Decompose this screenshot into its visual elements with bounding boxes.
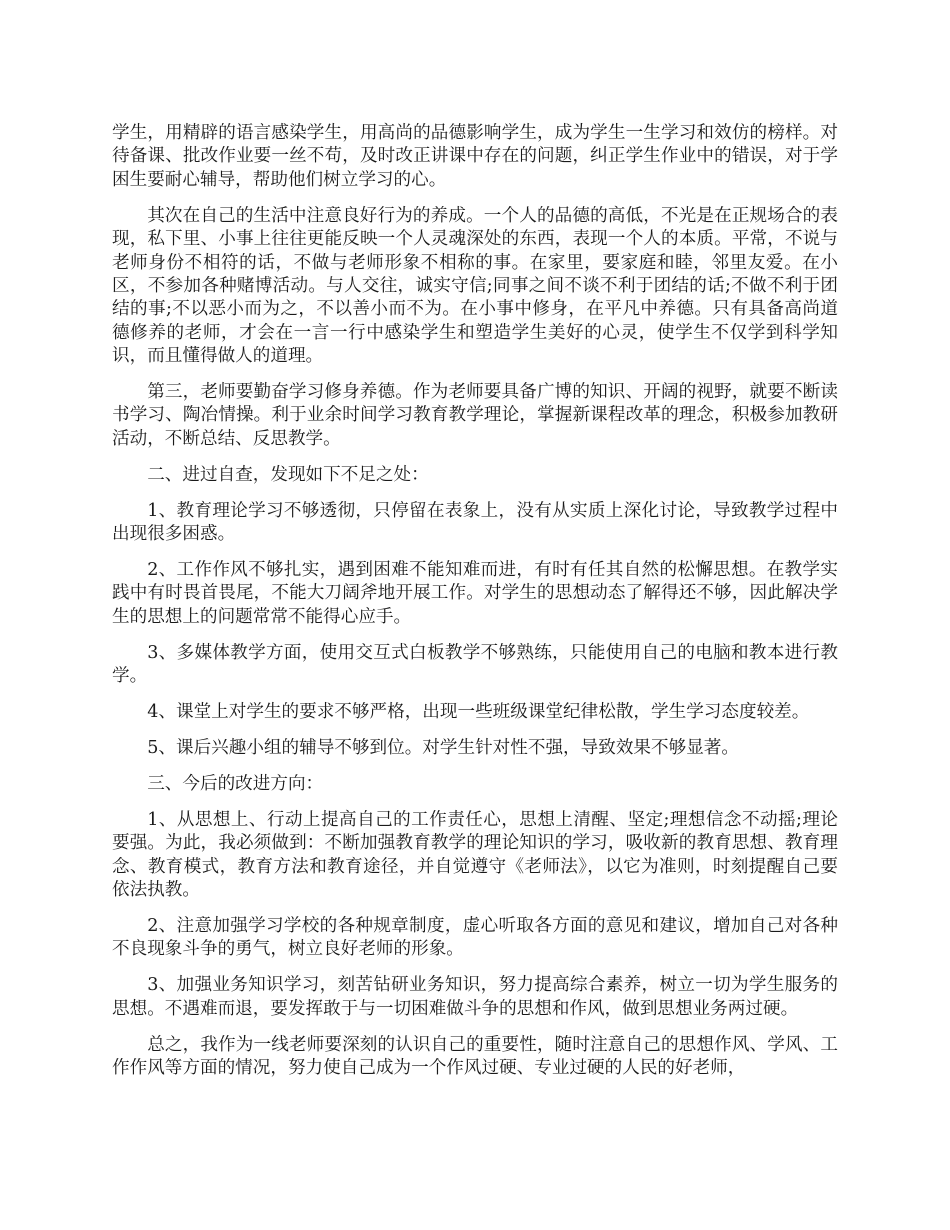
list-item-2-3: 3、多媒体教学方面，使用交互式白板教学不够熟练，只能使用自己的电脑和教本进行教学。: [112, 642, 838, 687]
list-item-2-2: 2、工作作风不够扎实，遇到困难不能知难而进，有时有任其自然的松懈思想。在教学实践中有时畏首畏尾，不能大刀阔斧地开展工作。对学生的思想动态了解得还不够，因此解决学生的思想上的问题常常不能得心应手。: [112, 560, 838, 627]
paragraph-1: 学生，用精辟的语言感染学生，用高尚的品德影响学生，成为学生一生学习和效仿的榜样。对待备课、批改作业要一丝不苟，及时改正讲课中存在的问题，纠正学生作业中的错误，对于学困生要耐心辅导，帮助他们树立学习的心。: [112, 123, 838, 190]
paragraph-2: 其次在自己的生活中注意良好行为的养成。一个人的品德的高低，不光是在正规场合的表现，私下里、小事上往往更能反映一个人灵魂深处的东西，表现一个人的本质。平常，不说与老师身份不相符的话，不做与老师形象不相称的事。在家里，要家庭和睦，邻里友爱。在小区，不参加各种赌博活动。与人交往，诚实守信;同事之间不谈不利于团结的话;不做不利于团结的事;不以恶小而为之，不以善小而不为。在小事中修身，在平凡中养德。只有具备高尚道德修养的老师，才会在一言一行中感染学生和塑造学生美好的心灵，使学生不仅学到科学知识，而且懂得做人的道理。: [112, 205, 838, 367]
list-item-3-3: 3、加强业务知识学习，刻苦钻研业务知识，努力提高综合素养，树立一切为学生服务的思想。不遇难而退，要发挥敢于与一切困难做斗争的思想和作风，做到思想业务两过硬。: [112, 975, 838, 1019]
section-heading-2: 二、进过自查，发现如下不足之处：: [147, 464, 429, 485]
list-item-2-5: 5、课后兴趣小组的辅导不够到位。对学生针对性不强，导致效果不够显著。: [147, 737, 739, 758]
list-item-2-1: 1、教育理论学习不够透彻，只停留在表象上，没有从实质上深化讨论，导致教学过程中出现很多困惑。: [112, 500, 838, 545]
list-item-3-1: 1、从思想上、行动上提高自己的工作责任心，思想上清醒、坚定;理想信念不动摇;理论要强。为此，我必须做到：不断加强教育教学的理论知识的学习，吸收新的教育思想、教育理念、教育模式，教育方法和教育途径，并自觉遵守《老师法》，以它为准则，时刻提醒自己要依法执教。: [112, 809, 838, 900]
document-page: [112, 122, 838, 1093]
list-item-3-2: 2、注意加强学习学校的各种规章制度，虚心听取各方面的意见和建议，增加自己对各种不良现象斗争的勇气，树立良好老师的形象。: [112, 915, 838, 960]
paragraph-3: 第三，老师要勤奋学习修身养德。作为老师要具备广博的知识、开阔的视野，就要不断读书学习、陶冶情操。利于业余时间学习教育教学理论，掌握新课程改革的理念，积极参加教研活动，不断总结、反思教学。: [112, 382, 838, 449]
paragraph-summary: 总之，我作为一线老师要深刻的认识自己的重要性，随时注意自己的思想作风、学风、工作作风等方面的情况，努力使自己成为一个作风过硬、专业过硬的人民的好老师，: [112, 1034, 838, 1078]
section-heading-3: 三、今后的改进方向：: [147, 773, 324, 794]
list-item-2-4: 4、课堂上对学生的要求不够严格，出现一些班级课堂纪律松散，学生学习态度较差。: [147, 702, 810, 723]
